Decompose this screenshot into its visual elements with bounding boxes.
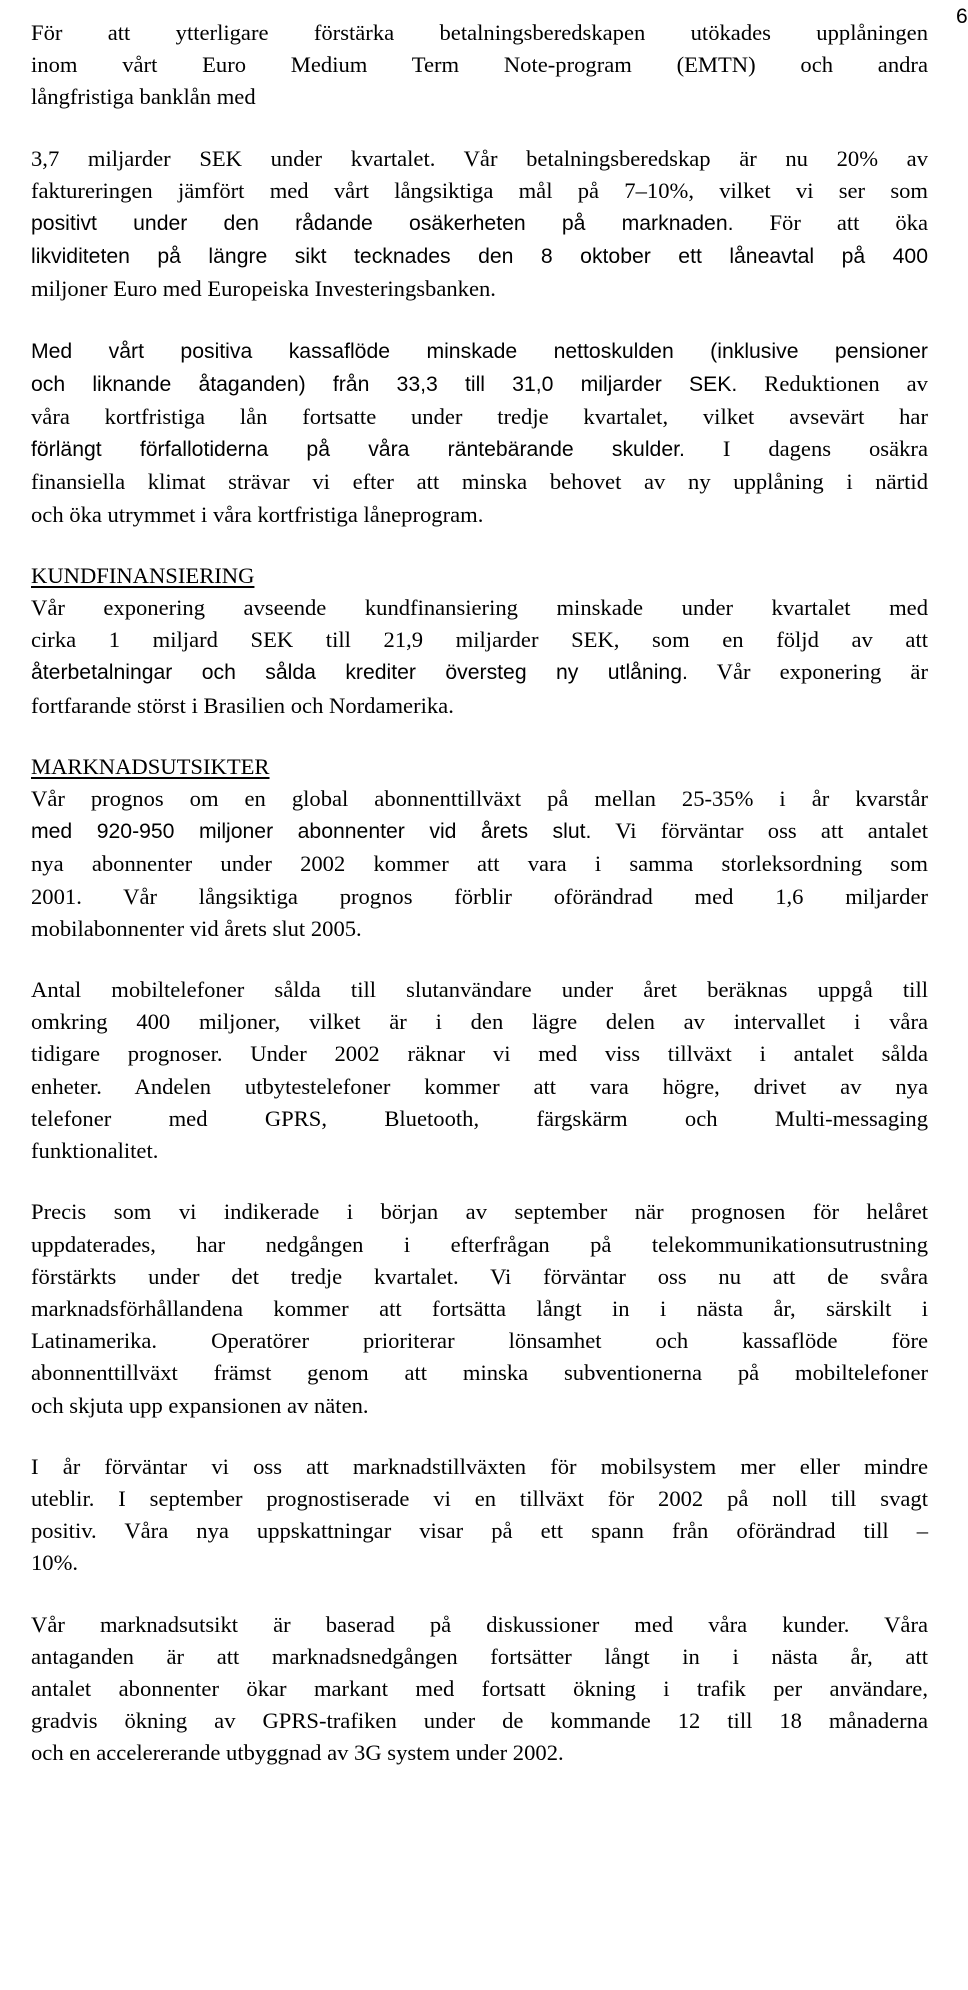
text-line (31, 401, 928, 433)
text-line (31, 1038, 928, 1070)
text-line (31, 1357, 928, 1389)
text-run: I år förväntar vi oss att marknadstillväxten för mobilsystem mer eller mindre (31, 1453, 928, 1479)
text-line (31, 815, 928, 848)
text-run: 3,7 miljarder SEK under kvartalet. Vår betalningsberedskap är nu 20% av (31, 145, 928, 171)
text-run: cirka 1 miljard SEK till 21,9 miljarder SEK, som en följd av att (31, 627, 928, 653)
text-line (31, 1325, 928, 1357)
text-run: telefoner med GPRS, Bluetooth, färgskärm och Multi-messaging (31, 1105, 928, 1131)
text-line (31, 656, 928, 689)
text-run: likviditeten på längre sikt tecknades den 8 oktober ett låneavtal på 400 (31, 245, 928, 269)
paragraph-gap (31, 306, 928, 335)
text-run: och liknande åtaganden) från 33,3 till 31,0 miljarder SEK. (31, 372, 738, 396)
text-run: och öka utrymmet i våra kortfristiga låneprogram. (31, 501, 484, 527)
paragraph (31, 143, 928, 306)
text-run: med 920-950 miljoner abonnenter vid årets slut. (31, 820, 592, 844)
paragraph-gap (31, 114, 928, 143)
text-line (31, 466, 928, 498)
text-run: och en accelererande utbyggnad av 3G system under 2002. (31, 1740, 564, 1766)
text-line (31, 143, 928, 175)
section-heading: KUNDFINANSIERING (31, 562, 255, 588)
text-run: Med vårt positiva kassaflöde minskade nettoskulden (inklusive pensioner (31, 339, 928, 363)
text-run: uteblir. I september prognostiserade vi en tillväxt för 2002 på noll till svagt (31, 1485, 928, 1511)
document-page (31, 5, 968, 1770)
text-run: faktureringen jämfört med vårt långsiktiga mål på 7–10%, vilket vi ser som (31, 177, 928, 203)
text-line (31, 1071, 928, 1103)
paragraph (31, 17, 928, 114)
text-line (31, 1609, 928, 1641)
text-line (31, 1641, 928, 1673)
text-line (31, 913, 928, 945)
paragraph-gap (31, 531, 928, 560)
text-run: 10%. (31, 1550, 79, 1576)
text-run: finansiella klimat strävar vi efter att minska behovet av ny upplåning i närtid (31, 469, 928, 495)
text-run: gradvis ökning av GPRS-trafiken under de kommande 12 till 18 månaderna (31, 1708, 928, 1734)
text-line (31, 175, 928, 207)
document-body (31, 17, 928, 1770)
paragraph (31, 974, 928, 1167)
paragraph-gap (31, 722, 928, 751)
text-run: inom vårt Euro Medium Term Note-program (EMTN) och andra (31, 52, 928, 78)
text-run: återbetalningar och sålda krediter översteg ny utlåning. (31, 661, 688, 685)
text-line (31, 1673, 928, 1705)
text-line (31, 81, 928, 113)
text-line (31, 848, 928, 880)
text-line (31, 499, 928, 531)
text-run: antaganden är att marknadsnedgången fortsätter långt in i nästa år, att (31, 1643, 928, 1669)
text-run: nya abonnenter under 2002 kommer att vara i samma storleksordning som (31, 851, 928, 877)
section-heading: MARKNADSUTSIKTER (31, 753, 270, 779)
text-run: Antal mobiltelefoner sålda till slutanvändare under året beräknas uppgå till (31, 977, 928, 1003)
text-run: mobilabonnenter vid årets slut 2005. (31, 915, 362, 941)
text-run: långfristiga banklån med (31, 84, 256, 110)
text-run: Reduktionen av (737, 370, 928, 396)
text-run: Vår långsiktiga prognos förblir oförändrad med 1,6 miljarder (81, 883, 928, 909)
text-line (31, 1006, 928, 1038)
text-run: positiv. Våra nya uppskattningar visar på ett spann från oförändrad till – (31, 1518, 928, 1544)
text-run: förstärkts under det tredje kvartalet. Vi förväntar oss nu att de svåra (31, 1263, 928, 1289)
paragraph (31, 335, 928, 531)
text-run: våra kortfristiga lån fortsatte under tredje kvartalet, vilket avsevärt har (31, 404, 928, 430)
text-line (31, 273, 928, 305)
text-run: förlängt förfallotiderna på våra räntebärande skulder. (31, 438, 685, 462)
text-line (31, 49, 928, 81)
text-line (31, 974, 928, 1006)
text-run: För att öka (733, 210, 928, 236)
text-run: Vi förväntar oss att antalet (591, 818, 928, 844)
text-run: antalet abonnenter ökar markant med fortsatt ökning i trafik per användare, (31, 1675, 928, 1701)
text-line (31, 240, 928, 273)
text-line (31, 207, 928, 240)
text-line (31, 368, 928, 401)
text-line (31, 783, 928, 815)
paragraph-gap (31, 1422, 928, 1451)
text-line (31, 1705, 928, 1737)
text-line (31, 1451, 928, 1483)
text-line (31, 690, 928, 722)
text-line (31, 1196, 928, 1228)
text-line (31, 1737, 928, 1769)
text-run: uppdaterades, har nedgången i efterfrågan på telekommunikationsutrustning (31, 1231, 928, 1257)
text-line (31, 1135, 928, 1167)
text-run: marknadsförhållandena kommer att fortsätta långt in i nästa år, särskilt i (31, 1295, 928, 1321)
section (31, 560, 928, 722)
text-run: Vår marknadsutsikt är baserad på diskussioner med våra kunder. Våra (31, 1611, 928, 1637)
text-run: Vår exponering är (687, 659, 928, 685)
text-line (31, 1261, 928, 1293)
paragraph-gap (31, 945, 928, 974)
text-line (31, 592, 928, 624)
text-run: tidigare prognoser. Under 2002 räknar vi med viss tillväxt i antalet sålda (31, 1041, 928, 1067)
text-line (31, 335, 928, 368)
text-line (31, 1547, 928, 1579)
text-run: 2001. (31, 883, 82, 909)
text-run: Vår prognos om en global abonnenttillväxt på mellan 25-35% i år kvarstår (31, 786, 928, 812)
text-run: omkring 400 miljoner, vilket är i den lägre delen av intervallet i våra (31, 1009, 928, 1035)
paragraph (31, 1609, 928, 1770)
text-run: positivt under den rådande osäkerheten på marknaden. (31, 212, 734, 236)
text-run: Precis som vi indikerade i början av september när prognosen för helåret (31, 1199, 928, 1225)
text-run: I dagens osäkra (684, 436, 928, 462)
text-run: Vår exponering avseende kundfinansiering minskade under kvartalet med (31, 595, 928, 621)
text-line (31, 881, 928, 913)
text-line (31, 433, 928, 466)
paragraph (31, 1196, 928, 1421)
text-run: och skjuta upp expansionen av näten. (31, 1392, 369, 1418)
text-run: fortfarande störst i Brasilien och Nordamerika. (31, 692, 454, 718)
page-number: 6 (956, 5, 968, 28)
text-line (31, 1483, 928, 1515)
section (31, 751, 928, 945)
text-line (31, 624, 928, 656)
text-line (31, 1229, 928, 1261)
text-line (31, 1293, 928, 1325)
text-line (31, 1390, 928, 1422)
text-line (31, 1515, 928, 1547)
paragraph-gap (31, 1580, 928, 1609)
paragraph (31, 1451, 928, 1580)
text-run: enheter. Andelen utbytestelefoner kommer att vara högre, drivet av nya (31, 1073, 928, 1099)
text-line (31, 17, 928, 49)
text-line (31, 1103, 928, 1135)
text-run: miljoner Euro med Europeiska Investeringsbanken. (31, 276, 496, 302)
text-run: För att ytterligare förstärka betalningsberedskapen utökades upplåningen (31, 20, 928, 45)
text-run: funktionalitet. (31, 1138, 159, 1164)
paragraph-gap (31, 1167, 928, 1196)
text-run: Latinamerika. Operatörer prioriterar lönsamhet och kassaflöde före (31, 1328, 928, 1354)
text-run: abonnenttillväxt främst genom att minska subventionerna på mobiltelefoner (31, 1360, 928, 1386)
